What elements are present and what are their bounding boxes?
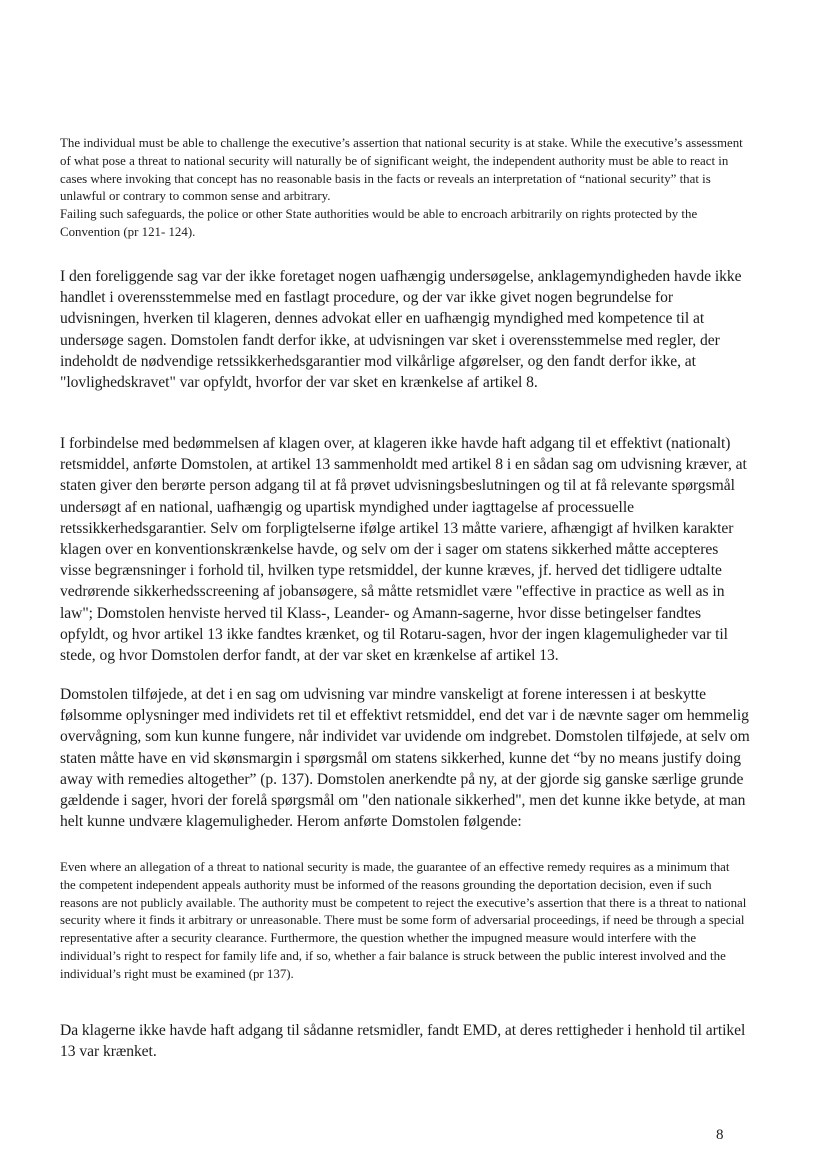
quote-paragraph: Failing such safeguards, the police or other State authorities would be able to encroach arbitrarily on rights protected by the Convention (pr 121- 124). bbox=[60, 207, 698, 239]
english-quote-block: Even where an allegation of a threat to national security is made, the guarantee of an effective remedy requires as a minimum that the competent independent appeals authority must be informed of the reasons grounding the deportation decision, even if such reasons are not publicly available. The authority must be competent to reject the executive’s assertion that there is a threat to national security where it finds it arbitrary or unreasonable. There must be some form of adversarial proceedings, if need be through a special representative after a security clearance. Furthermore, the question whether the impugned measure would interfere with the individual’s right to respect for family life and, if so, whether a fair balance is struck between the public interest involved and the individual’s right must be examined (pr 137). bbox=[60, 860, 747, 981]
english-quote-block bbox=[60, 135, 748, 242]
quote-paragraph: The individual must be able to challenge the executive’s assertion that national security is at stake. While the executive’s assessment of what pose a threat to national security will naturally be of significant weight, the independent authority must be able to react in cases where invoking that concept has no reasonable basis in the facts or reveals an interpretation of “national security” that is unlawful or contrary to common sense and arbitrary. bbox=[60, 136, 743, 204]
body-paragraph: Da klagerne ikke havde haft adgang til sådanne retsmidler, fandt EMD, at deres rettigheder i henhold til artikel 13 var krænket. bbox=[60, 1022, 746, 1061]
page-number: 8 bbox=[716, 1127, 724, 1143]
body-paragraph: Domstolen tilføjede, at det i en sag om udvisning var mindre vanskeligt at forene interessen i at beskytte følsomme oplysninger med individets ret til et effektivt retsmiddel, end det var i de nævnte sager om hemmelig overvågning, som kun kunne fungere, når individet var uvidende om indgrebet. Domstolen tilføjede, at selv om staten måtte have en vid skønsmargin i spørgsmål om statens sikkerhed, kunne det “by no means justify doing away with remedies altogether” (p. 137). Domstolen anerkendte på ny, at der gjorde sig ganske særlige grunde gældende i sager, hvori der forelå spørgsmål om "den nationale sikkerhed", men det kunne ikke betyde, at man helt kunne undvære klagemuligheder. Herom anførte Domstolen følgende: bbox=[60, 686, 750, 831]
body-paragraph: I forbindelse med bedømmelsen af klagen over, at klageren ikke havde haft adgang til et effektivt (nationalt) retsmiddel, anførte Domstolen, at artikel 13 sammenholdt med artikel 8 i en sådan sag om udvisning kræver, at staten giver den berørte person adgang til at få prøvet udvisningsbeslutningen og til at få relevante spørgsmål undersøgt af en national, uafhængig og upartisk myndighed under iagttagelse af processuelle retssikkerhedsgarantier. Selv om forpligtelserne ifølge artikel 13 måtte variere, afhængigt af hvilken karakter klagen over en konventionskrænkelse havde, og selv om der i sager om statens sikkerhed måtte accepteres visse begrænsninger i forhold til, hvilken type retsmiddel, der kunne kræves, jf. herved det tidligere udtalte vedrørende sikkerhedsscreening af jobansøgere, så måtte retsmidlet være "effective in practice as well as in law"; Domstolen henviste herved til Klass-, Leander- og Amann-sagerne, hvor disse betingelser fandtes opfyldt, og hvor artikel 13 ikke fandtes krænket, og til Rotaru-sagen, hvor der ingen klagemuligheder var til stede, og hvor Domstolen derfor fandt, at der var sket en krænkelse af artikel 13. bbox=[60, 435, 747, 665]
body-paragraph: I den foreliggende sag var der ikke foretaget nogen uafhængig undersøgelse, anklagemyndigheden havde ikke handlet i overensstemmelse med en fastlagt procedure, og der var ikke givet nogen begrundelse for udvisningen, hverken til klageren, dennes advokat eller en uafhængig myndighed med kompetence til at undersøge sagen. Domstolen fandt derfor ikke, at udvisningen var sket i overensstemmelse med regler, der indeholdt de nødvendige retssikkerhedsgarantier mod vilkårlige afgørelser, og den fandt derfor ikke, at "lovlighedskravet" var opfyldt, hvorfor der var sket en krænkelse af artikel 8. bbox=[60, 268, 742, 392]
